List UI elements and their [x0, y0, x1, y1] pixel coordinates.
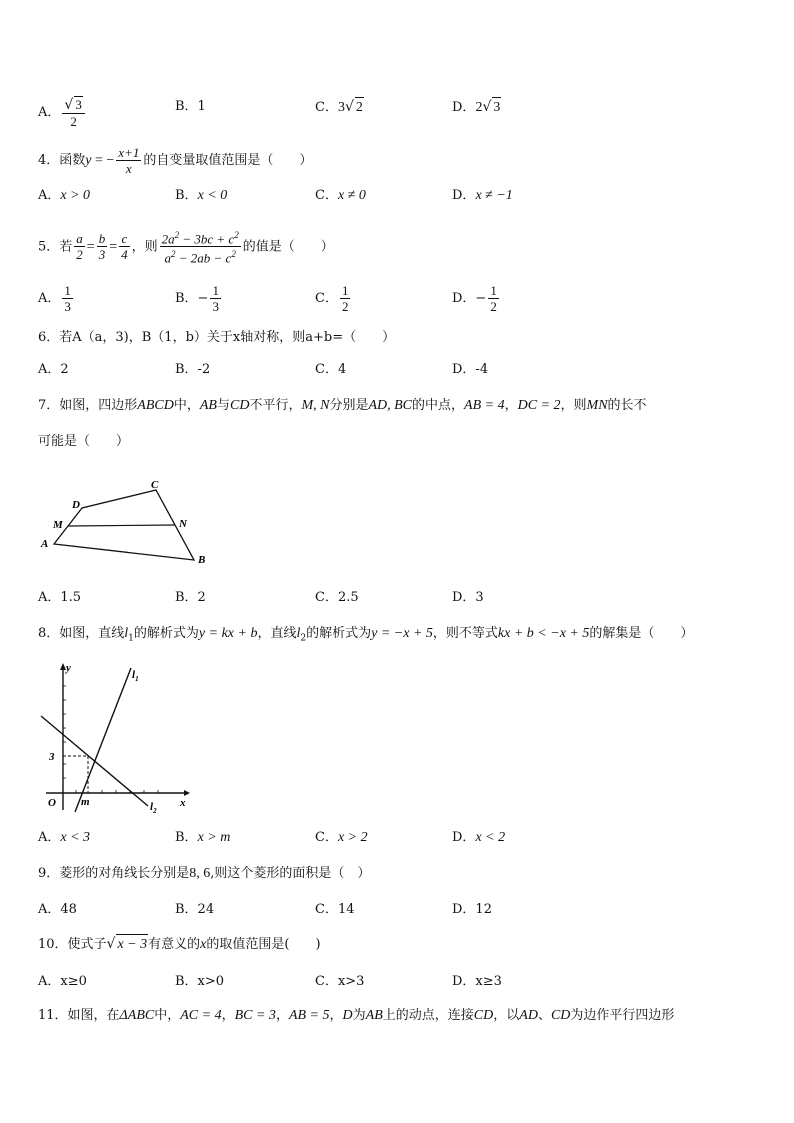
denominator: 3: [212, 299, 219, 314]
radicand: 3: [492, 97, 501, 118]
label-l1: $l_1$: [132, 669, 139, 683]
math-var: l: [296, 626, 301, 641]
question-11-stem: [38, 1006, 674, 1026]
option-label: D．: [452, 100, 476, 115]
stem-text: 中，: [173, 398, 200, 413]
q4-option-b: [175, 186, 227, 206]
math-var: x: [200, 937, 207, 952]
stem-text: 7．如图，四边形: [38, 398, 138, 413]
question-9-stem: [38, 864, 370, 884]
q8-option-c: [315, 828, 368, 848]
numerator: a: [76, 231, 83, 247]
q6-option-c: C．4: [315, 362, 347, 377]
stem-text: 为: [352, 1008, 366, 1023]
q3-option-a: [38, 96, 87, 129]
option-label: B．−: [175, 291, 209, 306]
q5-option-c: [315, 283, 352, 314]
option-label: C．: [315, 830, 338, 845]
math-var: ΔABC: [119, 1008, 155, 1023]
label-d: D: [72, 499, 80, 511]
math-var: AB: [365, 1008, 383, 1023]
stem-text: ，: [504, 398, 518, 413]
option-label: B．: [175, 188, 198, 203]
label-l2: $l_2$: [150, 801, 157, 815]
stem-text: ，则不等式: [432, 626, 498, 641]
label-n: N: [179, 518, 187, 530]
numerator: b: [98, 231, 106, 247]
math-expr: AC = 4: [180, 1008, 222, 1023]
math-var: CD: [550, 1008, 571, 1023]
math-expr: BC = 3: [234, 1008, 276, 1023]
stem-text: 有意义的: [148, 937, 201, 952]
line-l1: [75, 668, 131, 812]
math-expr: y = kx + b: [198, 626, 258, 641]
stem-text: ，则: [131, 239, 158, 255]
q8-option-a: [38, 828, 90, 848]
stem-text: 8．如图，直线: [38, 626, 125, 641]
math-var: CD: [473, 1008, 494, 1023]
radicand: 3: [75, 97, 82, 112]
fraction: [210, 283, 221, 314]
stem-text: 11．如图，在: [38, 1008, 120, 1023]
q9-option-b: B．24: [175, 902, 215, 917]
q3-option-b: B．1: [175, 99, 206, 114]
math-var: AD: [519, 1008, 538, 1023]
stem-text: 与: [216, 398, 230, 413]
q8-option-d: [452, 828, 505, 848]
stem-text: ，: [329, 1008, 343, 1023]
stem-text: 5．若: [38, 239, 73, 255]
question-7-stem-line1: [38, 396, 647, 416]
x-axis-arrow: [184, 790, 190, 796]
midline-mn: [68, 525, 175, 526]
q7-option-b: B．2: [175, 590, 206, 605]
big-fraction: $\frac{2a^2 - 3bc + c^2}{a^2 - 2ab - c^2}$: [161, 230, 239, 266]
numerator: x+1: [118, 145, 140, 160]
stem-text: 10．使式子: [38, 937, 107, 952]
stem-text: ，则: [560, 398, 587, 413]
option-label: D．: [452, 188, 476, 203]
q5-option-d: [452, 283, 501, 314]
option-label: A．: [38, 188, 61, 203]
stem-text: 的值是（ ）: [242, 239, 334, 255]
denominator: x: [125, 161, 132, 176]
radicand: 2: [355, 97, 364, 118]
stem-text: 上的动点，连接: [382, 1008, 474, 1023]
stem-text: 9．菱形的对角线长分别是: [38, 866, 190, 881]
stem-text: ，: [275, 1008, 289, 1023]
stem-text: ，: [221, 1008, 235, 1023]
stem-text: ，以: [493, 1008, 520, 1023]
option-math: x < 3: [60, 830, 91, 845]
denominator: 2: [490, 299, 497, 314]
math-expr: DC = 2: [517, 398, 561, 413]
fraction: $\frac{√ 3}{2}$: [62, 96, 84, 129]
stem-text: 的解析式为: [306, 626, 372, 641]
option-label: C．: [315, 188, 338, 203]
math-var: M, N: [301, 398, 330, 413]
q7-option-a: A．1.5: [38, 590, 82, 605]
option-math: x ≠ 0: [337, 188, 366, 203]
option-label: B．: [175, 830, 198, 845]
math-var: l: [124, 626, 129, 641]
question-5-stem: 5．若 $\frac{a}{2}$ = $\frac{b}{3}$ = $\frac{c}{4}$ ，则 $\frac{2a^2 - 3bc + c^2}{a^2 - 2ab - c^2}$ 的值是（ ）: [38, 230, 334, 266]
q7-option-c: C．2.5: [315, 590, 359, 605]
denominator: 2: [341, 299, 349, 314]
q4-option-d: [452, 186, 513, 206]
math-expr: 8, 6: [189, 866, 211, 881]
q10-option-b: B．x>0: [175, 974, 225, 989]
denominator: 2: [70, 114, 77, 129]
subscript: 1: [128, 633, 134, 644]
tick-label-3: 3: [49, 751, 55, 763]
fraction: [488, 283, 499, 314]
question-6-stem: 6．若A（a，3)，B（1，b）关于x轴对称，则a+b=（ ）: [38, 330, 396, 345]
axis-label-y: y: [66, 662, 71, 674]
math-op: = −: [91, 153, 115, 168]
option-math: x < 0: [197, 188, 228, 203]
quadrilateral-figure: [36, 474, 216, 572]
question-7-stem-line2: 可能是（ ）: [38, 434, 130, 449]
math-expr: AB = 5: [288, 1008, 330, 1023]
option-label: C．: [315, 291, 338, 306]
q10-option-a: A．x≥0: [38, 974, 87, 989]
fraction: [119, 231, 130, 262]
q10-option-c: C．x>3: [315, 974, 365, 989]
q4-option-c: [315, 186, 366, 206]
line-graph-figure: [36, 660, 196, 820]
denominator: 3: [98, 247, 106, 263]
label-a: A: [41, 538, 49, 550]
math-var: AB: [199, 398, 217, 413]
q3-option-c: C．3√ 2: [315, 97, 364, 118]
q10-option-d: D．x≥3: [452, 974, 502, 989]
label-c: C: [151, 479, 159, 491]
stem-text: 中，: [154, 1008, 181, 1023]
denominator: 4: [121, 247, 128, 263]
fraction: [116, 145, 141, 176]
q7-option-d: D．3: [452, 590, 484, 605]
stem-text: 为边作平行四边形: [570, 1008, 675, 1023]
tick-label-m: m: [81, 796, 90, 808]
option-label: A．: [38, 105, 61, 120]
stem-text: 分别是: [329, 398, 369, 413]
math-expr: kx + b < −x + 5: [497, 626, 590, 641]
q9-option-c: C．14: [315, 902, 355, 917]
axis-label-x: x: [180, 797, 186, 809]
math-var: MN: [586, 398, 608, 413]
stem-text: 的自变量取值范围是（ ）: [143, 153, 313, 168]
q6-option-a: A．2: [38, 362, 69, 377]
option-label: A．: [38, 291, 61, 306]
option-math: x < 2: [475, 830, 506, 845]
stem-text: 不平行，: [249, 398, 302, 413]
stem-text: 、: [537, 1008, 551, 1023]
stem-text: 的取值范围是( ): [206, 937, 321, 952]
option-label: D．−: [452, 291, 487, 306]
math-var: y: [85, 153, 92, 168]
denominator: 2: [76, 247, 83, 263]
numerator: 1: [490, 283, 497, 298]
option-math: x > 0: [60, 188, 91, 203]
numerator: 1: [64, 283, 71, 298]
q9-option-a: A．48: [38, 902, 77, 917]
coefficient: 3: [337, 100, 345, 115]
question-4-stem: [38, 145, 312, 176]
coefficient: 2: [475, 100, 483, 115]
origin-label: O: [48, 797, 56, 809]
stem-text: 的中点，: [412, 398, 465, 413]
label-m: M: [53, 519, 63, 531]
q6-option-d: D．-4: [452, 362, 489, 377]
fraction: [74, 231, 85, 262]
math-var: ABCD: [137, 398, 174, 413]
math-expr: AB = 4: [464, 398, 505, 413]
option-math: x > m: [197, 830, 231, 845]
stem-text: ,则这个菱形的面积是（ ）: [210, 866, 371, 881]
denominator: 3: [64, 299, 71, 314]
stem-text: 的解析式为: [133, 626, 199, 641]
q6-option-b: B．-2: [175, 362, 211, 377]
math-var: CD: [229, 398, 250, 413]
label-b: B: [198, 554, 206, 566]
q5-option-b: [175, 283, 223, 314]
stem-text: ，直线: [257, 626, 297, 641]
option-math: x ≠ −1: [475, 188, 513, 203]
question-8-stem: [38, 624, 693, 649]
math-var: AD, BC: [368, 398, 413, 413]
subscript: 2: [300, 633, 307, 644]
q8-option-b: [175, 828, 230, 848]
stem-text: 4．函数: [38, 153, 86, 168]
q3-option-d: D．2√ 3: [452, 97, 501, 118]
math-expr: y = −x + 5: [371, 626, 433, 641]
numerator: 1: [341, 283, 349, 298]
option-math: x > 2: [337, 830, 368, 845]
numerator: c: [119, 231, 130, 247]
stem-text: 的长不: [607, 398, 647, 413]
question-10-stem: 10．使式子√ x − 3有意义的x的取值范围是( ): [38, 934, 321, 955]
option-label: C．: [315, 100, 338, 115]
q9-option-d: D．12: [452, 902, 492, 917]
fraction: [62, 283, 73, 314]
fraction: [340, 283, 351, 314]
option-label: D．: [452, 830, 476, 845]
q5-option-a: [38, 283, 75, 314]
stem-text: 的解集是（ ）: [589, 626, 694, 641]
numerator: 1: [212, 283, 219, 298]
fraction: [97, 231, 108, 262]
q4-option-a: [38, 186, 90, 206]
option-label: A．: [38, 830, 61, 845]
radicand: x − 3: [116, 934, 148, 955]
math-var: D: [342, 1008, 353, 1023]
